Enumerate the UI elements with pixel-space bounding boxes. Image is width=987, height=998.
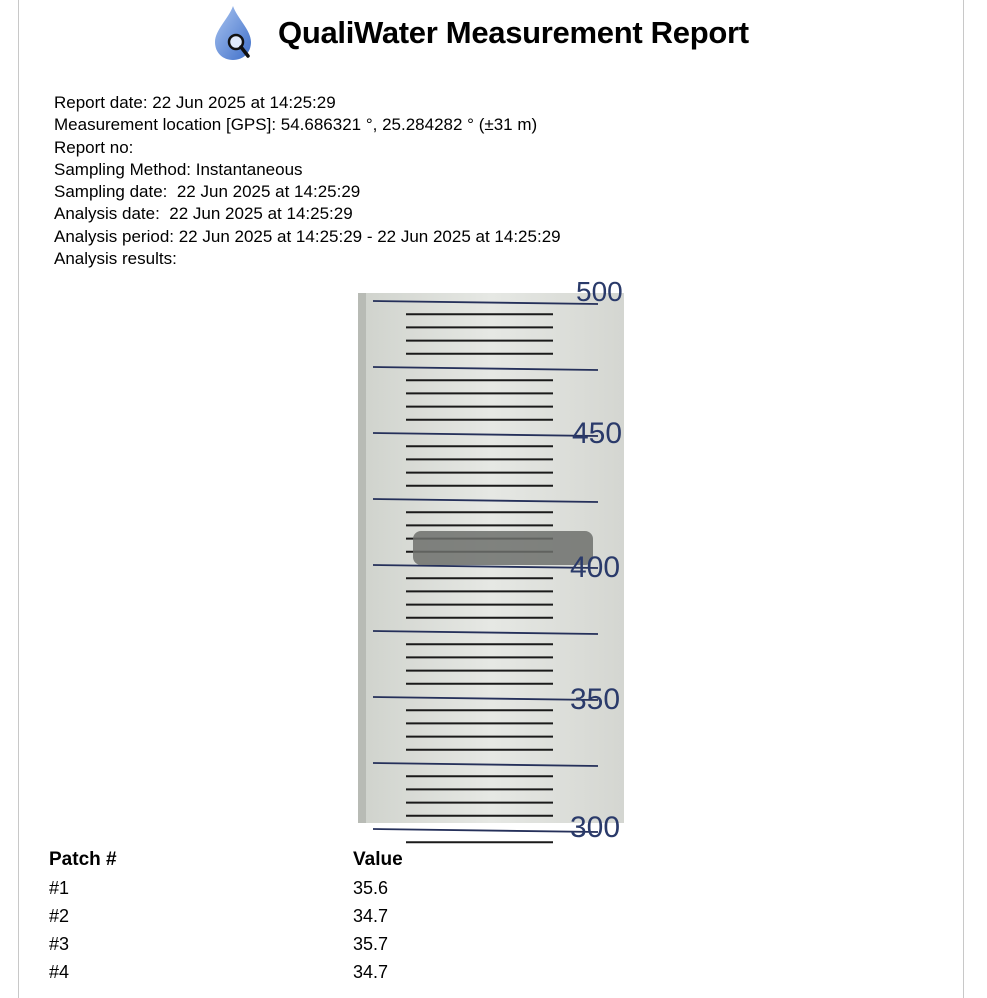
graduation-label: 450 bbox=[572, 417, 623, 450]
table-row bbox=[49, 958, 403, 986]
patch-id: #1 bbox=[49, 877, 70, 898]
patch-value: 34.7 bbox=[353, 905, 389, 926]
sampling-method: Sampling Method: Instantaneous bbox=[54, 159, 303, 179]
sediment-band bbox=[413, 531, 593, 565]
report-header bbox=[0, 4, 987, 60]
analysis-results-label: Analysis results: bbox=[54, 249, 177, 269]
graduation-label: 500 bbox=[576, 276, 623, 307]
graduation-label: 300 bbox=[570, 811, 621, 844]
header-patch: Patch # bbox=[49, 849, 117, 870]
table-row bbox=[49, 874, 403, 902]
analysis-date: Analysis date: 22 Jun 2025 at 14:25:29 bbox=[54, 204, 353, 224]
table-header bbox=[49, 846, 403, 874]
water-drop-magnifier-icon bbox=[211, 4, 261, 62]
analysis-period: Analysis period: 22 Jun 2025 at 14:25:29 - 22 Jun 2025 at 14:25:29 bbox=[54, 226, 561, 246]
patch-value: 35.6 bbox=[353, 877, 389, 898]
patch-value: 35.7 bbox=[353, 933, 389, 954]
sample-photo bbox=[358, 276, 624, 844]
report-title: QualiWater Measurement Report bbox=[278, 15, 749, 50]
table-row bbox=[49, 930, 403, 958]
report-date: Report date: 22 Jun 2025 at 14:25:29 bbox=[54, 93, 336, 112]
patch-id: #4 bbox=[49, 961, 70, 982]
table-row bbox=[49, 902, 403, 930]
results-table bbox=[49, 846, 403, 986]
graduation-label: 400 bbox=[570, 551, 621, 584]
graduation-label: 350 bbox=[570, 683, 621, 716]
header-value: Value bbox=[353, 849, 403, 870]
measurement-location: Measurement location [GPS]: 54.686321 °, 25.284282 ° (±31 m) bbox=[54, 115, 538, 135]
report-info bbox=[54, 92, 561, 270]
patch-id: #3 bbox=[49, 933, 70, 954]
patch-value: 34.7 bbox=[353, 961, 389, 982]
report-number: Report no: bbox=[54, 137, 134, 157]
sampling-date: Sampling date: 22 Jun 2025 at 14:25:29 bbox=[54, 182, 361, 202]
patch-id: #2 bbox=[49, 905, 70, 926]
